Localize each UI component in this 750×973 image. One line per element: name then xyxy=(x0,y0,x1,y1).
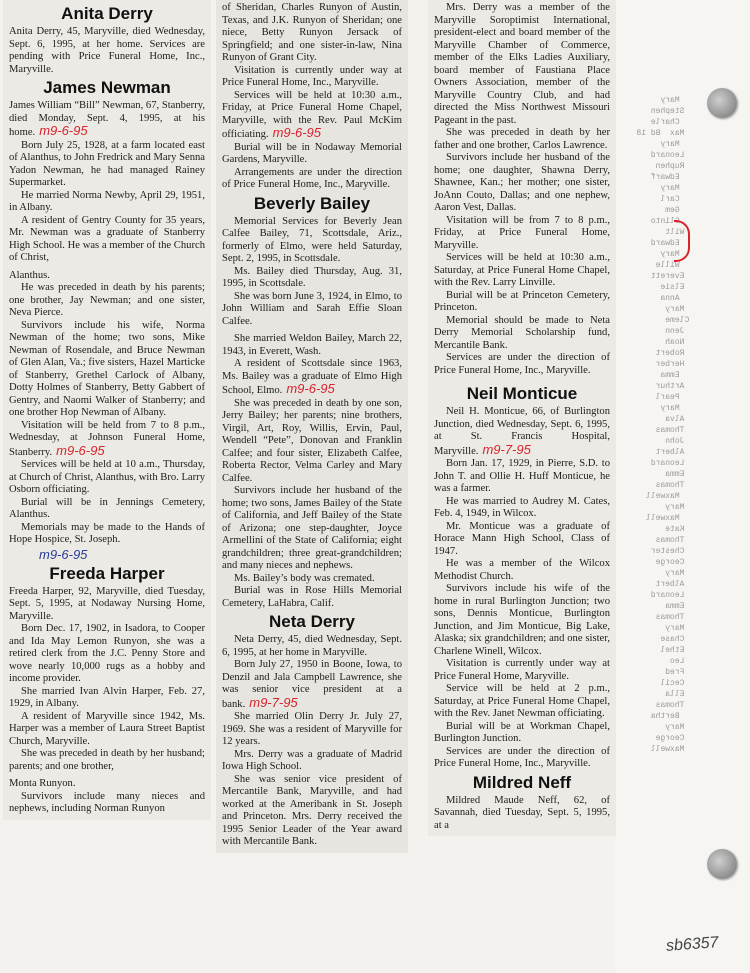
paragraph-text: Services will be held at 10:30 a.m., Friday, at Price Funeral Home Chapel, Maryville, with the Rev. Paul McKim officiating. xyxy=(222,89,402,140)
obituary-paragraph xyxy=(434,406,610,458)
obituary-paragraph xyxy=(222,216,402,266)
paragraph-text: Visitation will be held from 7 to 8 p.m., Wednesday, at Johnson Funeral Home, Stanberry. xyxy=(9,419,205,458)
paragraph-text: Memorial should be made to Neta Derry Memorial Scholarship fund, Mercantile Bank. xyxy=(434,314,610,351)
paragraph-text: of Sheridan, Charles Runyon of Austin, Texas, and J.K. Runyon of Sheridan; one niece, Betty Runyon Jersack of Springfield; and one sister-in-law, Nina Runyon of Grant City. xyxy=(222,2,402,63)
obituary-heading: Neta Derry xyxy=(269,612,355,631)
paragraph-text: Monta Runyon. xyxy=(9,778,76,789)
obituary-paragraph xyxy=(434,558,610,583)
obituary-paragraph xyxy=(434,746,610,771)
obituary-paragraph xyxy=(9,791,205,816)
obituary-paragraph xyxy=(222,749,402,774)
paragraph-text: Ms. Bailey died Thursday, Aug. 31, 1995, in Scottsdale. xyxy=(222,265,402,289)
obituary-paragraph xyxy=(222,634,402,659)
paragraph-text: A resident of Gentry County for 35 years, Mr. Newman was a graduate of Stanberry High School. He was a member of the Church of Christ, xyxy=(9,214,205,263)
paragraph-text: Neil H. Monticue, 66, of Burlington Junction, died Wednesday, Sept. 6, 1995, at St. Francis Hospital, Maryville. xyxy=(434,406,610,457)
binder-hole-top xyxy=(707,88,737,118)
obituary-paragraph xyxy=(222,65,402,90)
obituary-paragraph xyxy=(9,778,205,791)
obituary-paragraph xyxy=(222,90,402,142)
obituary-paragraph xyxy=(9,270,205,283)
obituary-paragraph xyxy=(9,420,205,460)
handwritten-date-note: m9-6-95 xyxy=(56,442,105,458)
handwritten-date-note: m9-6-95 xyxy=(272,125,322,140)
obituary-paragraph xyxy=(434,215,610,253)
paragraph-text: He married Norma Newby, April 29, 1951, in Albany. xyxy=(9,189,205,213)
obituary-paragraph xyxy=(222,333,402,358)
paragraph-text: Mr. Monticue was a graduate of Horace Mann High School, Class of 1947. xyxy=(434,520,610,557)
paragraph-text: He was married to Audrey M. Cates, Feb. 4, 1949, in Wilcox. xyxy=(434,495,610,519)
bleed-through-text: Mary Stephen Charle Max Bd Mary Leonard Ruphen Edwarf Mary Carl Gem Clinto Wilt Edward Mary Wille Everett Elsie Anna Mary Cleme Jenn Noah Robert Herber Emma Arthur Pearl Mary Alva Thomas John Albert Leonard Emma Thomas Maxwell Mary Maxwell Kate Thomas Chester Ceorge Mary Albert Leonard Emma Thomas Mary Chase Ethel Leo Fred Cecil Ella Thomas Bertha Mary Ceorge Maxwell xyxy=(645,96,690,754)
obituary-paragraph xyxy=(9,459,205,497)
obituary-paragraph xyxy=(9,522,205,547)
obituary-paragraph xyxy=(222,142,402,167)
paragraph-text: Memorial Services for Beverly Jean Calfee Bailey, 71, Scottsdale, Ariz., formerly of Elmo, were held Saturday, Sept. 2, 1995, in Scottsdale. xyxy=(222,215,402,264)
paragraph-text: She was preceded in death by her father and one brother, Carlos Lawrence. xyxy=(434,127,610,151)
paragraph-text: Anita Derry, 45, Maryville, died Wednesday, Sept. 6, 1995, at her home. Services are pending with Price Funeral Home, Inc., Maryville. xyxy=(9,26,205,75)
paragraph-text: Services are under the direction of Price Funeral Home, Inc., Maryville. xyxy=(434,745,610,769)
obituary-paragraph xyxy=(434,521,610,559)
obituary-paragraph xyxy=(9,282,205,320)
obituary-paragraph xyxy=(434,496,610,521)
obituary-paragraph xyxy=(222,585,402,610)
obituary-paragraph xyxy=(434,583,610,658)
obituary-paragraph xyxy=(9,26,205,76)
obituary-paragraph xyxy=(434,683,610,721)
paragraph-text: Visitation will be from 7 to 8 p.m., Friday, at Price Funeral Home, Maryville. xyxy=(434,214,610,251)
handwritten-date-note: m9-6-95 xyxy=(286,381,335,396)
obituary-heading: Beverly Bailey xyxy=(253,193,371,213)
paragraph-text: Ms. Bailey’s body was cremated. xyxy=(234,572,375,584)
obituary-paragraph xyxy=(9,320,205,420)
obituary-paragraph xyxy=(9,190,205,215)
paragraph-text: Neta Derry, 45, died Wednesday, Sept. 6, 1995, at her home in Maryville. xyxy=(222,634,402,658)
obituary-paragraph xyxy=(434,252,610,290)
handwritten-date-note: m9-6-95 xyxy=(39,123,88,138)
paragraph-text: Survivors include her husband of the home; one daughter, Shawna Derry, Shawnee, Kan.; her mother; one sister, JoAnn Couto, Dallas; and one nephew, Aaron Vest, Dallas. xyxy=(434,152,610,213)
paragraph-text: Burial will be at Workman Chapel, Burlington Junction. xyxy=(434,720,610,744)
paragraph-text: Born Dec. 17, 1902, in Isadora, to Cooper and Ida May Lemon Runyon, she was a retired clerk from the J.C. Penny Store and wove nearly 10,000 rugs as a hobby and income provider. xyxy=(9,623,205,684)
obituary-heading: Neil Monticue xyxy=(466,384,578,403)
obituary-paragraph xyxy=(434,458,610,496)
obituary-paragraph xyxy=(9,623,205,686)
paragraph-text: Born Jan. 17, 1929, in Pierre, S.D. to John T. and Ollie H. Huff Monticue, he was a farmer. xyxy=(434,458,610,494)
obituary-paragraph xyxy=(222,2,402,65)
paragraph-text: She was preceded in death by her husband; parents; and one brother, xyxy=(9,748,205,772)
obituary-heading: Mildred Neff xyxy=(472,772,572,792)
obituary-paragraph xyxy=(9,100,205,140)
paragraph-text: She married Weldon Bailey, March 22, 1943, in Everett, Wash. xyxy=(222,333,402,357)
obituary-paragraph xyxy=(222,291,402,329)
binder-hole-bottom xyxy=(707,849,737,879)
paragraph-text: Survivors include his wife, Norma Newman of the home; two sons, Mike Newman of Rosendale, and Bruce Newman of Glen Alan, Va.; five sisters, Hazel Marticke of Stanberry, Grethel Carlock of Albany, Dotty Holmes of Stanberry, Betty Gabbert of Gentry, and Naomi Walker of Stanberry; and one brother Hop Newman of Albany. xyxy=(9,319,205,418)
obituary-paragraph xyxy=(222,398,402,486)
paragraph-text: Born July 27, 1950 in Boone, Iowa, to Denzil and Jala Campbell Lawrence, she was senior vice president at a bank. xyxy=(222,659,402,710)
obituary-paragraph xyxy=(434,795,610,833)
obituary-paragraph xyxy=(222,573,402,586)
obituary-paragraph xyxy=(9,686,205,711)
obituary-heading: Anita Derry xyxy=(61,4,153,23)
column-3 xyxy=(428,0,616,836)
obituary-paragraph xyxy=(222,266,402,291)
obituary-paragraph xyxy=(9,711,205,749)
paragraph-text: Mildred Maude Neff, 62, of Savannah, died Tuesday, Sept. 5, 1995, at a xyxy=(434,794,610,831)
column-1 xyxy=(3,0,211,820)
obituary-paragraph xyxy=(434,721,610,746)
handwritten-date-note: m9-7-95 xyxy=(249,694,298,710)
handwritten-date-note: m9-6-95 xyxy=(39,546,88,562)
paragraph-text: Freeda Harper, 92, Maryville, died Tuesday, Sept. 5, 1995, at Nodaway Nursing Home, Maryville. xyxy=(9,585,205,622)
paragraph-text: A resident of Scottsdale since 1963, Ms. Bailey was a graduate of Elmo High School, Elmo. xyxy=(222,358,402,396)
paragraph-text: Arrangements are under the direction of Price Funeral Home, Inc., Maryville. xyxy=(222,166,402,190)
obituary-paragraph xyxy=(434,152,610,215)
archive-stamp: sb6357 xyxy=(665,934,719,955)
obituary-paragraph xyxy=(434,290,610,315)
paragraph-text: He was a member of the Wilcox Methodist Church. xyxy=(434,558,610,582)
paragraph-text: Burial was in Rose Hills Memorial Cemetery, LaHabra, Calif. xyxy=(222,585,402,609)
paragraph-text: Visitation is currently under way at Price Funeral Home, Inc., Maryville. xyxy=(222,64,402,88)
paragraph-text: Burial will be at Princeton Cemetery, Princeton. xyxy=(434,289,610,313)
paragraph-text: Visitation is currently under way at Price Funeral Home, Maryville. xyxy=(434,658,610,682)
column-2 xyxy=(216,0,408,853)
paragraph-text: She was senior vice president of Mercantile Bank, Maryville, and had worked at the Ameribank in St. Joseph and Princeton. Mrs. Derry received the 1995 Senior Leader of the Year award with Mercantile Bank. xyxy=(222,773,402,847)
obituary-paragraph xyxy=(222,485,402,573)
obituary-paragraph xyxy=(9,748,205,773)
obituary-paragraph xyxy=(434,2,610,127)
obituary-paragraph xyxy=(9,497,205,522)
obituary-paragraph xyxy=(434,658,610,683)
paragraph-text: A resident of Maryville since 1942, Ms. Harper was a member of Laura Street Baptist Church, Maryville. xyxy=(9,710,205,747)
clipping-gap xyxy=(434,377,610,382)
red-bracket-mark xyxy=(674,220,690,262)
obituary-paragraph xyxy=(434,352,610,377)
paragraph-text: Burial will be in Nodaway Memorial Gardens, Maryville. xyxy=(222,141,402,165)
paragraph-text: James William “Bill” Newman, 67, Stanberry, died Monday, Sept. 4, 1995, at his home. xyxy=(9,100,205,138)
paragraph-text: Services are under the direction of Price Funeral Home, Inc., Maryville. xyxy=(434,352,610,376)
paragraph-text: Survivors include her husband of the home; two sons, James Bailey of the State of California, and Jeff Bailey of the State of Arizona; one step-daughter, Joyce Armellini of the State of California; eight grandchildren; three great-grandchildren; and many nieces and nephews. xyxy=(222,485,402,571)
obituary-paragraph xyxy=(222,167,402,192)
obituary-paragraph xyxy=(434,127,610,152)
obituary-paragraph xyxy=(9,586,205,624)
paragraph-text: She married Olin Derry Jr. July 27, 1969. She was a resident of Maryville for 12 years. xyxy=(222,711,402,747)
obituary-paragraph xyxy=(434,315,610,353)
paragraph-text: Mrs. Derry was a graduate of Madrid Iowa High School. xyxy=(222,748,402,772)
paragraph-text: Alanthus. xyxy=(9,269,50,281)
paragraph-text: Service will be held at 2 p.m., Saturday, at Price Funeral Home Chapel, with the Rev. Janet Newman officiating. xyxy=(434,683,610,719)
obituary-paragraph xyxy=(222,774,402,849)
paragraph-text: She married Ivan Alvin Harper, Feb. 27, 1929, in Albany. xyxy=(9,685,205,709)
obituary-paragraph xyxy=(222,659,402,711)
obituary-paragraph xyxy=(222,358,402,398)
obituary-paragraph xyxy=(9,215,205,265)
obituary-heading: Freeda Harper xyxy=(49,563,165,583)
handwritten-date-note: m9-7-95 xyxy=(482,441,531,457)
obituary-paragraph xyxy=(222,711,402,749)
paragraph-text: She was born June 3, 1924, in Elmo, to John William and Sarah Effie Sloan Calfee. xyxy=(222,290,402,327)
paragraph-text: Burial will be in Jennings Cemetery, Alanthus. xyxy=(9,496,205,520)
obituary-paragraph xyxy=(9,140,205,190)
paragraph-text: He was preceded in death by his parents; one brother, Jay Newman; and one sister, Neva Pierce. xyxy=(9,282,205,318)
paragraph-text: Survivors include his wife of the home in rural Burlington Junction; two sons, Dennis Monticue, Burlington Junction, and Jim Monticue, Big Lake, Alaska; six grandchildren; and one sister, Charlene Winell, Wilcox. xyxy=(434,583,610,657)
paragraph-text: Memorials may be made to the Hands of Hope Hospice, St. Joseph. xyxy=(9,521,205,545)
paragraph-text: Services will be held at 10:30 a.m., Saturday, at Price Funeral Home Chapel, with the Rev. Larry Linville. xyxy=(434,252,610,288)
paragraph-text: Born July 25, 1928, at a farm located east of Alanthus, to John Fredrick and Mary Senna Yadon Newman, he had managed Rainey Supermarket. xyxy=(9,139,205,188)
paragraph-text: She was preceded in death by one son, Jerry Bailey; her parents; nine brothers, Virgil, Art, Roy, Willis, Ervin, Paul, Wendell “Pete”, Donovan and Franklin Calfee; and four sister, Elizabeth Calfee, Roberta Rector, Velma Carley and Mary Calfee. xyxy=(222,397,402,484)
paragraph-text: Survivors include many nieces and nephews, including Norman Runyon xyxy=(9,790,205,814)
paragraph-text: Services will be held at 10 a.m., Thursday, at Church of Christ, Alanthus, with Bro. Larry Osborn officiating. xyxy=(9,459,205,495)
paragraph-text: Mrs. Derry was a member of the Maryville Soroptimist International, president-elect and board member of the Maryville Chamber of Commerce, member of the Elks Ladies Auxiliary, board member of Faustiana Place Owners Association, member of the Maryville Country Club, and had directed the Miss Northwest Missouri Pageant in the past. xyxy=(434,2,610,126)
obituary-heading: James Newman xyxy=(43,78,171,97)
